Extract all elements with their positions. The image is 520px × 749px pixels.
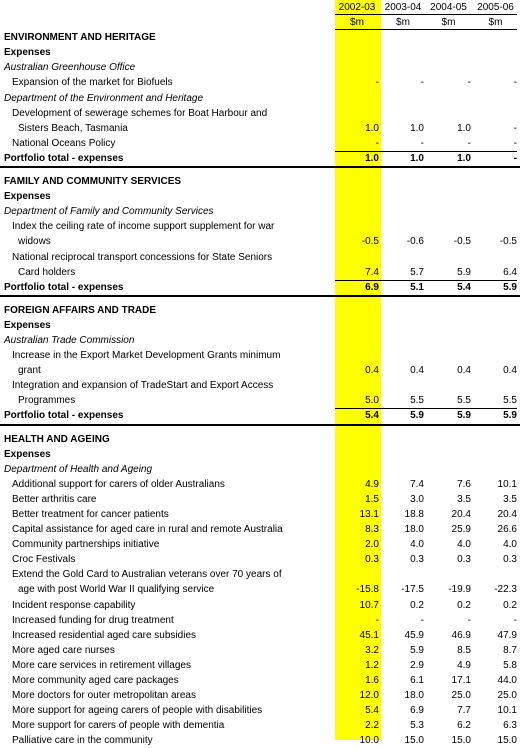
value-cell: 4.0 bbox=[457, 539, 471, 551]
value-cell: 10.0 bbox=[359, 735, 379, 747]
value-cell: 6.2 bbox=[457, 720, 471, 732]
value-cell: 1.0 bbox=[457, 122, 471, 134]
value-cell: - bbox=[513, 152, 517, 164]
value-cell: 4.9 bbox=[365, 478, 379, 490]
column-header-year: 2003-04 bbox=[384, 2, 422, 13]
value-cell: - bbox=[467, 614, 471, 626]
agency-heading bbox=[0, 60, 520, 75]
value-cell: 20.4 bbox=[451, 509, 471, 520]
value-cell: 0.3 bbox=[410, 554, 424, 566]
value-cell: - bbox=[513, 614, 517, 626]
value-cell: - bbox=[420, 77, 424, 89]
value-cell: -0.5 bbox=[499, 236, 517, 248]
table-row bbox=[0, 658, 520, 673]
row-label: age with post World War II qualifying service bbox=[18, 584, 215, 596]
row-label: Expenses bbox=[4, 191, 51, 203]
value-cell: 4.9 bbox=[457, 659, 471, 671]
value-cell: 1.0 bbox=[410, 152, 424, 164]
row-label: More support for ageing carers of people with disabilities bbox=[12, 705, 263, 717]
table-row bbox=[0, 477, 520, 492]
value-cell: 5.4 bbox=[457, 281, 471, 293]
value-cell: - bbox=[375, 614, 379, 626]
row-label: Community partnerships initiative bbox=[12, 539, 160, 551]
value-cell: 47.9 bbox=[497, 629, 517, 641]
value-cell: 3.5 bbox=[457, 493, 471, 505]
row-label: Capital assistance for aged care in rural and remote Australia bbox=[12, 524, 283, 536]
value-cell: 0.3 bbox=[365, 554, 379, 566]
row-label: Department of Health and Ageing bbox=[4, 463, 153, 475]
row-label: Extend the Gold Card to Australian veterans over 70 years of bbox=[12, 569, 282, 581]
value-cell: 5.8 bbox=[503, 659, 517, 671]
table-row bbox=[0, 507, 520, 522]
table-row bbox=[0, 628, 520, 643]
row-label: National Oceans Policy bbox=[12, 137, 116, 149]
value-cell: 5.9 bbox=[503, 281, 517, 293]
row-label: Increase in the Export Market Development Grants minimum bbox=[12, 350, 281, 362]
value-cell: 5.5 bbox=[410, 395, 424, 407]
value-cell: 0.4 bbox=[410, 365, 424, 377]
column-header-year: 2002-03 bbox=[338, 2, 376, 13]
value-cell: -17.5 bbox=[401, 584, 424, 596]
value-cell: 5.5 bbox=[457, 395, 471, 407]
value-cell: 7.6 bbox=[457, 478, 471, 490]
expenses-heading bbox=[0, 318, 520, 333]
value-cell: 5.0 bbox=[365, 395, 379, 407]
value-cell: -0.6 bbox=[406, 236, 424, 248]
value-cell: 25.0 bbox=[497, 690, 517, 702]
agency-heading bbox=[0, 91, 520, 106]
value-cell: 2.0 bbox=[365, 539, 379, 551]
column-unit: $m bbox=[396, 17, 410, 29]
value-cell: 5.3 bbox=[410, 720, 424, 732]
expenses-heading bbox=[0, 447, 520, 462]
row-label: Better arthritis care bbox=[12, 493, 97, 505]
value-cell: 1.0 bbox=[410, 122, 424, 134]
value-cell: - bbox=[513, 137, 517, 149]
value-cell: 45.9 bbox=[404, 629, 424, 641]
value-cell: - bbox=[420, 614, 424, 626]
value-cell: -0.5 bbox=[361, 236, 379, 248]
value-cell: 7.4 bbox=[410, 478, 424, 490]
value-cell: 7.7 bbox=[457, 705, 471, 717]
value-cell: 45.1 bbox=[359, 629, 379, 641]
row-label: Expenses bbox=[4, 47, 51, 59]
value-cell: 4.0 bbox=[503, 539, 517, 551]
portfolio-total-row bbox=[0, 151, 520, 168]
portfolio-total-row bbox=[0, 408, 520, 425]
value-cell: 2.2 bbox=[365, 720, 379, 732]
column-header-units bbox=[0, 15, 520, 30]
value-cell: 6.9 bbox=[410, 705, 424, 717]
value-cell: 5.1 bbox=[410, 281, 424, 293]
value-cell: 5.9 bbox=[457, 410, 471, 422]
value-cell: - bbox=[467, 137, 471, 149]
value-cell: 7.4 bbox=[365, 266, 379, 278]
value-cell: 12.0 bbox=[359, 690, 379, 702]
value-cell: 25.9 bbox=[451, 524, 471, 536]
table-row bbox=[0, 75, 520, 90]
value-cell: 8.7 bbox=[503, 644, 517, 656]
table-row bbox=[0, 673, 520, 688]
row-label: Croc Festivals bbox=[12, 554, 76, 566]
value-cell: 13.1 bbox=[359, 509, 379, 520]
row-label: ENVIRONMENT AND HERITAGE bbox=[4, 32, 156, 44]
value-cell: 1.5 bbox=[365, 493, 379, 505]
portfolio-total-row bbox=[0, 280, 520, 297]
agency-heading bbox=[0, 333, 520, 348]
value-cell: 25.0 bbox=[451, 690, 471, 702]
value-cell: 1.0 bbox=[365, 122, 379, 134]
value-cell: 0.3 bbox=[503, 554, 517, 566]
row-label: More care services in retirement villages bbox=[12, 659, 191, 671]
value-cell: 6.9 bbox=[365, 281, 379, 293]
table-row bbox=[0, 234, 520, 249]
column-header-year: 2005-06 bbox=[477, 2, 514, 13]
value-cell: 3.2 bbox=[365, 644, 379, 656]
row-label: FOREIGN AFFAIRS AND TRADE bbox=[4, 304, 157, 316]
table-row bbox=[0, 136, 520, 151]
row-label: Additional support for carers of older Australians bbox=[12, 478, 225, 490]
row-label: Increased funding for drug treatment bbox=[12, 614, 174, 626]
value-cell: 18.8 bbox=[404, 509, 424, 520]
value-cell: 15.0 bbox=[497, 735, 517, 747]
value-cell: 3.0 bbox=[410, 493, 424, 505]
value-cell: 0.4 bbox=[365, 365, 379, 377]
table-row bbox=[0, 688, 520, 703]
value-cell: - bbox=[420, 137, 424, 149]
portfolio-heading bbox=[0, 174, 520, 189]
row-label: Increased residential aged care subsidies bbox=[12, 629, 196, 641]
table-row bbox=[0, 265, 520, 280]
column-header-years bbox=[0, 0, 520, 15]
column-unit: $m bbox=[350, 17, 364, 29]
row-label: Expenses bbox=[4, 319, 51, 331]
value-cell: -0.5 bbox=[453, 236, 471, 248]
row-label: Expenses bbox=[4, 448, 51, 460]
portfolio-heading bbox=[0, 432, 520, 447]
row-label: Incident response capability bbox=[12, 599, 136, 611]
row-label: Portfolio total - expenses bbox=[4, 152, 124, 164]
value-cell: 1.0 bbox=[457, 152, 471, 164]
row-label: Australian Greenhouse Office bbox=[4, 62, 136, 74]
expenses-heading bbox=[0, 189, 520, 204]
value-cell: - bbox=[513, 122, 517, 134]
value-cell: 0.2 bbox=[410, 599, 424, 611]
value-cell: - bbox=[467, 77, 471, 89]
value-cell: 15.0 bbox=[404, 735, 424, 747]
row-label: More aged care nurses bbox=[12, 644, 115, 656]
value-cell: 10.1 bbox=[497, 705, 517, 717]
portfolio-heading bbox=[0, 30, 520, 45]
value-cell: 20.4 bbox=[497, 509, 517, 520]
table-row bbox=[0, 363, 520, 378]
table-row bbox=[0, 598, 520, 613]
column-unit: $m bbox=[488, 17, 503, 29]
value-cell: 5.9 bbox=[457, 266, 471, 278]
row-label: widows bbox=[18, 236, 51, 248]
table-row bbox=[0, 643, 520, 658]
value-cell: - bbox=[375, 137, 379, 149]
table-row bbox=[0, 552, 520, 567]
value-cell: 15.0 bbox=[451, 735, 471, 747]
table-row bbox=[0, 582, 520, 597]
table-row bbox=[0, 613, 520, 628]
value-cell: 0.2 bbox=[503, 599, 517, 611]
row-label: National reciprocal transport concessions for State Seniors bbox=[12, 251, 273, 263]
value-cell: 18.0 bbox=[404, 524, 424, 536]
table-row bbox=[0, 348, 520, 363]
value-cell: 6.4 bbox=[503, 266, 517, 278]
row-label: HEALTH AND AGEING bbox=[4, 433, 110, 445]
value-cell: 0.4 bbox=[457, 365, 471, 377]
value-cell: 1.6 bbox=[365, 675, 379, 687]
row-label: Portfolio total - expenses bbox=[4, 281, 124, 293]
row-label: Palliative care in the community bbox=[12, 735, 153, 747]
row-label: Integration and expansion of TradeStart and Export Access bbox=[12, 380, 274, 392]
value-cell: 8.5 bbox=[457, 644, 471, 656]
column-unit: $m bbox=[441, 17, 456, 29]
expenses-heading bbox=[0, 45, 520, 60]
value-cell: 46.9 bbox=[451, 629, 471, 641]
value-cell: 5.5 bbox=[503, 395, 517, 407]
row-label: Better treatment for cancer patients bbox=[12, 509, 169, 520]
value-cell: 3.5 bbox=[503, 493, 517, 505]
row-label: More doctors for outer metropolitan areas bbox=[12, 690, 196, 702]
table-row bbox=[0, 219, 520, 234]
value-cell: 5.9 bbox=[410, 410, 424, 422]
table-row bbox=[0, 522, 520, 537]
value-cell: 17.1 bbox=[451, 675, 471, 687]
row-label: Programmes bbox=[18, 395, 76, 407]
value-cell: 18.0 bbox=[404, 690, 424, 702]
row-label: Department of Family and Community Services bbox=[4, 206, 214, 218]
value-cell: 0.4 bbox=[503, 365, 517, 377]
row-label: More support for carers of people with dementia bbox=[12, 720, 225, 732]
row-label: Card holders bbox=[18, 266, 76, 278]
table-row bbox=[0, 121, 520, 136]
value-cell: 6.1 bbox=[410, 675, 424, 687]
value-cell: -15.8 bbox=[356, 584, 379, 596]
agency-heading bbox=[0, 204, 520, 219]
value-cell: 5.4 bbox=[365, 410, 379, 422]
value-cell: 5.4 bbox=[365, 705, 379, 717]
value-cell: 5.9 bbox=[503, 410, 517, 422]
table-row bbox=[0, 718, 520, 733]
value-cell: 1.2 bbox=[365, 659, 379, 671]
row-label: More community aged care packages bbox=[12, 675, 179, 687]
row-label: FAMILY AND COMMUNITY SERVICES bbox=[4, 176, 182, 188]
value-cell: 0.2 bbox=[457, 599, 471, 611]
value-cell: 10.1 bbox=[497, 478, 517, 490]
row-label: Development of sewerage schemes for Boat Harbour and bbox=[12, 107, 268, 119]
value-cell: 5.9 bbox=[410, 644, 424, 656]
value-cell: 8.3 bbox=[365, 524, 379, 536]
table-row bbox=[0, 378, 520, 393]
value-cell: - bbox=[513, 77, 517, 89]
row-label: Australian Trade Commission bbox=[4, 334, 135, 346]
row-label: grant bbox=[18, 365, 41, 377]
row-label: Department of the Environment and Heritage bbox=[4, 92, 203, 104]
portfolio-heading bbox=[0, 303, 520, 318]
value-cell: 0.3 bbox=[457, 554, 471, 566]
value-cell: 6.3 bbox=[503, 720, 517, 732]
table-row bbox=[0, 537, 520, 552]
table-row bbox=[0, 492, 520, 507]
value-cell: 2.9 bbox=[410, 659, 424, 671]
value-cell: -22.3 bbox=[494, 584, 517, 596]
value-cell: 10.7 bbox=[359, 599, 379, 611]
value-cell: 26.6 bbox=[497, 524, 517, 536]
table-row bbox=[0, 703, 520, 718]
table-row bbox=[0, 567, 520, 582]
value-cell: 1.0 bbox=[365, 152, 379, 164]
value-cell: 44.0 bbox=[497, 675, 517, 687]
agency-heading bbox=[0, 462, 520, 477]
row-label: Portfolio total - expenses bbox=[4, 410, 124, 422]
row-label: Expansion of the market for Biofuels bbox=[12, 77, 173, 89]
column-header-year: 2004-05 bbox=[430, 2, 467, 13]
table-row bbox=[0, 733, 520, 748]
row-label: Index the ceiling rate of income support supplement for war bbox=[12, 221, 275, 233]
value-cell: -19.9 bbox=[448, 584, 471, 596]
value-cell: - bbox=[375, 77, 379, 89]
table-row bbox=[0, 393, 520, 408]
value-cell: 5.7 bbox=[410, 266, 424, 278]
table-row bbox=[0, 250, 520, 265]
value-cell: 4.0 bbox=[410, 539, 424, 551]
table-row bbox=[0, 106, 520, 121]
row-label: Sisters Beach, Tasmania bbox=[18, 122, 128, 134]
